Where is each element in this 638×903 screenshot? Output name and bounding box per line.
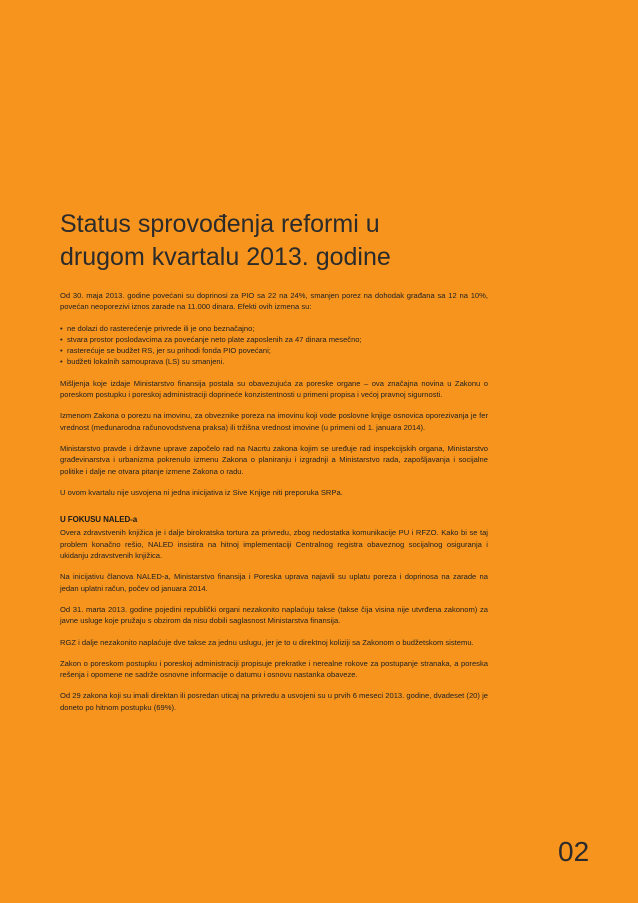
section-paragraph: Overa zdravstvenih knjižica je i dalje birokratska tortura za privredu, zbog nedostatka komunikacije PU i RFZO. Kako bi se taj problem konačno rešio, NALED insistira na hitnoj implementaciji Centralnog registra obaveznog socijalnog osiguranja i ukidanju zdravstvenih knjižica.: [60, 528, 488, 561]
section-paragraph: Zakon o poreskom postupku i poreskoj administraciji propisuje prekratke i nerealne rokove za postupanje stranaka, a poreska rešenja i opomene ne sadrže osnovne informacije o datumu i osnovu nastanka obaveze.: [60, 658, 488, 680]
effects-list: [60, 323, 488, 368]
title-line-2: drugom kvartalu 2013. godine: [60, 243, 391, 271]
list-item: • stvara prostor poslodavcima za povećanje neto plate zaposlenih za 47 dinara mesečno;: [60, 334, 488, 345]
paragraph: Ministarstvo pravde i državne uprave započelo rad na Nacrtu zakona kojim se uređuje rad inspekcijskih organa, Ministarstvo građevinarstva i urbanizma pokrenulo izmenu Zakona o planiranju i izgradnji a Ministarstvo rada, zapošljavanja i socijalne politike i dalje ne otvara pitanje izmene Zakona o radu.: [60, 443, 488, 476]
section-paragraph: RGZ i dalje nezakonito naplaćuje dve takse za jednu uslugu, jer je to u direktnoj koliziji sa Zakonom o budžetskom sistemu.: [60, 637, 474, 647]
paragraph: Mišljenja koje izdaje Ministarstvo finansija postala su obavezujuća za poreske organe – ova značajna novina u Zakonu o poreskom postupku i poreskoj administraciji doprineće konzistentnosti u primeni propisa i većoj pravnoj sigurnosti.: [60, 378, 488, 400]
section-paragraph: Na inicijativu članova NALED-a, Ministarstvo finansija i Poreska uprava najavili su uplatu poreza i doprinosa na zarade na jedan uplatni račun, počev od januara 2014.: [60, 572, 488, 593]
section-paragraph: Od 31. marta 2013. godine pojedini republički organi nezakonito naplaćuju takse (takse čija visina nije utvrđena zakonom) za javne usluge koje pružaju s obzirom da nisu dobili saglasnost Ministarstva finansija.: [60, 604, 488, 626]
page-number: 02: [558, 836, 590, 867]
list-item: • rasterećuje se budžet RS, jer su prihodi fonda PIO povećani;: [60, 345, 488, 356]
section-heading: U FOKUSU NALED-a: [60, 515, 138, 525]
body-text: [60, 290, 488, 723]
list-item: • budžeti lokalnih samouprava (LS) su smanjeni.: [60, 356, 488, 367]
title-line-1: Status sprovođenja reformi u: [60, 210, 380, 238]
page-title: [60, 208, 500, 274]
list-item: • ne dolazi do rasterećenje privrede ili je ono beznačajno;: [60, 323, 488, 334]
paragraph: Izmenom Zakona o porezu na imovinu, za obveznike poreza na imovinu koji vode poslovne knjige osnovica oporezivanja je fer vrednost (međunarodna računovodstvena praksa) ili tržišna vrednost imovine (u primeni od 1. januara 2014).: [60, 411, 488, 432]
paragraph: U ovom kvartalu nije usvojena ni jedna inicijativa iz Sive Knjige niti preporuka SRPa.: [60, 487, 343, 497]
section-paragraph: Od 29 zakona koji su imali direktan ili posredan uticaj na privredu a usvojeni su u prvih 6 meseci 2013. godine, dvadeset (20) je doneto po hitnom postupku (69%).: [60, 691, 488, 712]
intro-paragraph: Od 30. maja 2013. godine povećani su doprinosi za PIO sa 22 na 24%, smanjen porez na dohodak građana sa 12 na 10%, povećan neoporezivi iznos zarade na 11.000 dinara. Efekti ovih izmena su:: [60, 291, 488, 312]
